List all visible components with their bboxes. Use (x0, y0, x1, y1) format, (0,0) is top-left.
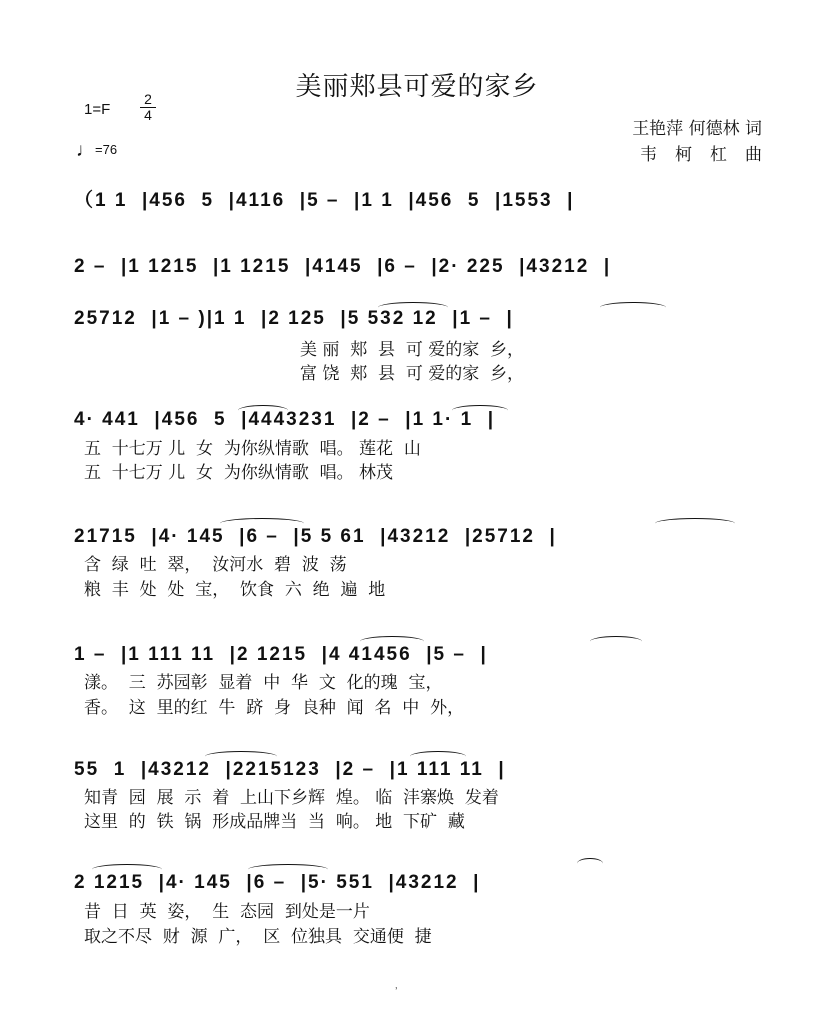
tempo-marking: ♩=76 (76, 140, 118, 161)
music-line-8: 2 1215 |4· 145 |6 – |5· 551 |43212 | (74, 872, 481, 893)
music-line-1: （1 1 |456 5 |4116 |5 – |1 1 |456 5 |1553 | (74, 190, 575, 211)
song-title: 美丽郏县可爱的家乡 (295, 72, 539, 102)
slur-mark (378, 302, 448, 313)
lyric-line-5b: 粮 丰 处 处 宝， 饮食 六 绝 遍 地 (84, 580, 386, 600)
lyric-line-6b: 香。 这 里的红 牛 跻 身 良种 闻 名 中 外， (84, 698, 465, 718)
slur-mark (205, 751, 277, 762)
slur-mark (590, 636, 642, 647)
lyric-line-3a: 美 丽 郏 县 可 爱的家 乡， (300, 340, 525, 360)
footer-mark: ， (395, 981, 403, 990)
lyric-line-5a: 含 绿 吐 翠， 汝河水 碧 波 荡 (84, 555, 347, 575)
lyric-line-4b: 五 十七万 儿 女 为你纵情歌 唱。 林茂 (84, 463, 394, 483)
slur-mark (410, 751, 466, 762)
lyric-line-3b: 富 饶 郏 县 可 爱的家 乡， (300, 364, 525, 384)
lyric-line-7a: 知青 园 展 示 着 上山下乡辉 煌。 临 沣寨焕 发着 (84, 788, 499, 808)
music-line-4: 4· 441 |456 5 |4443231 |2 – |1 1· 1 | (74, 409, 496, 430)
meter-numerator: 2 (140, 92, 156, 108)
slur-mark (577, 858, 603, 869)
music-line-5: 21715 |4· 145 |6 – |5 5 61 |43212 |25712 | (74, 526, 557, 547)
composer-credit: 韦柯杠曲 (640, 145, 780, 165)
slur-mark (220, 518, 304, 529)
lyric-line-7b: 这里 的 铁 锅 形成品牌当 当 响。 地 下矿 藏 (84, 812, 465, 832)
slur-mark (600, 302, 666, 313)
quarter-note-icon: ♩ (76, 140, 95, 161)
lyric-line-8a: 昔 日 英 姿， 生 态园 到处是一片 (84, 902, 370, 922)
music-line-3: 25712 |1 – )|1 1 |2 125 |5 532 12 |1 – | (74, 308, 514, 329)
slur-mark (238, 405, 288, 416)
lyric-line-6a: 漾。 三 苏园彰 显着 中 华 文 化的瑰 宝， (84, 673, 443, 693)
music-line-6: 1 – |1 111 11 |2 1215 |4 41456 |5 – | (74, 644, 488, 665)
lyric-line-4a: 五 十七万 儿 女 为你纵情歌 唱。 莲花 山 (84, 439, 421, 459)
slur-mark (360, 636, 424, 647)
slur-mark (452, 405, 508, 416)
music-line-2: 2 – |1 1215 |1 1215 |4145 |6 – |2· 225 |43212 | (74, 256, 612, 277)
time-signature (140, 92, 156, 123)
lyricist-credit: 王艳萍 何德林 词 (632, 119, 762, 139)
key-signature: 1=F (84, 101, 111, 118)
slur-mark (92, 864, 162, 875)
music-line-7: 55 1 |43212 |2215123 |2 – |1 111 11 | (74, 759, 506, 780)
meter-denominator: 4 (144, 107, 152, 123)
slur-mark (248, 864, 328, 875)
slur-mark (655, 518, 735, 529)
lyric-line-8b: 取之不尽 财 源 广， 区 位独具 交通便 捷 (84, 927, 432, 947)
